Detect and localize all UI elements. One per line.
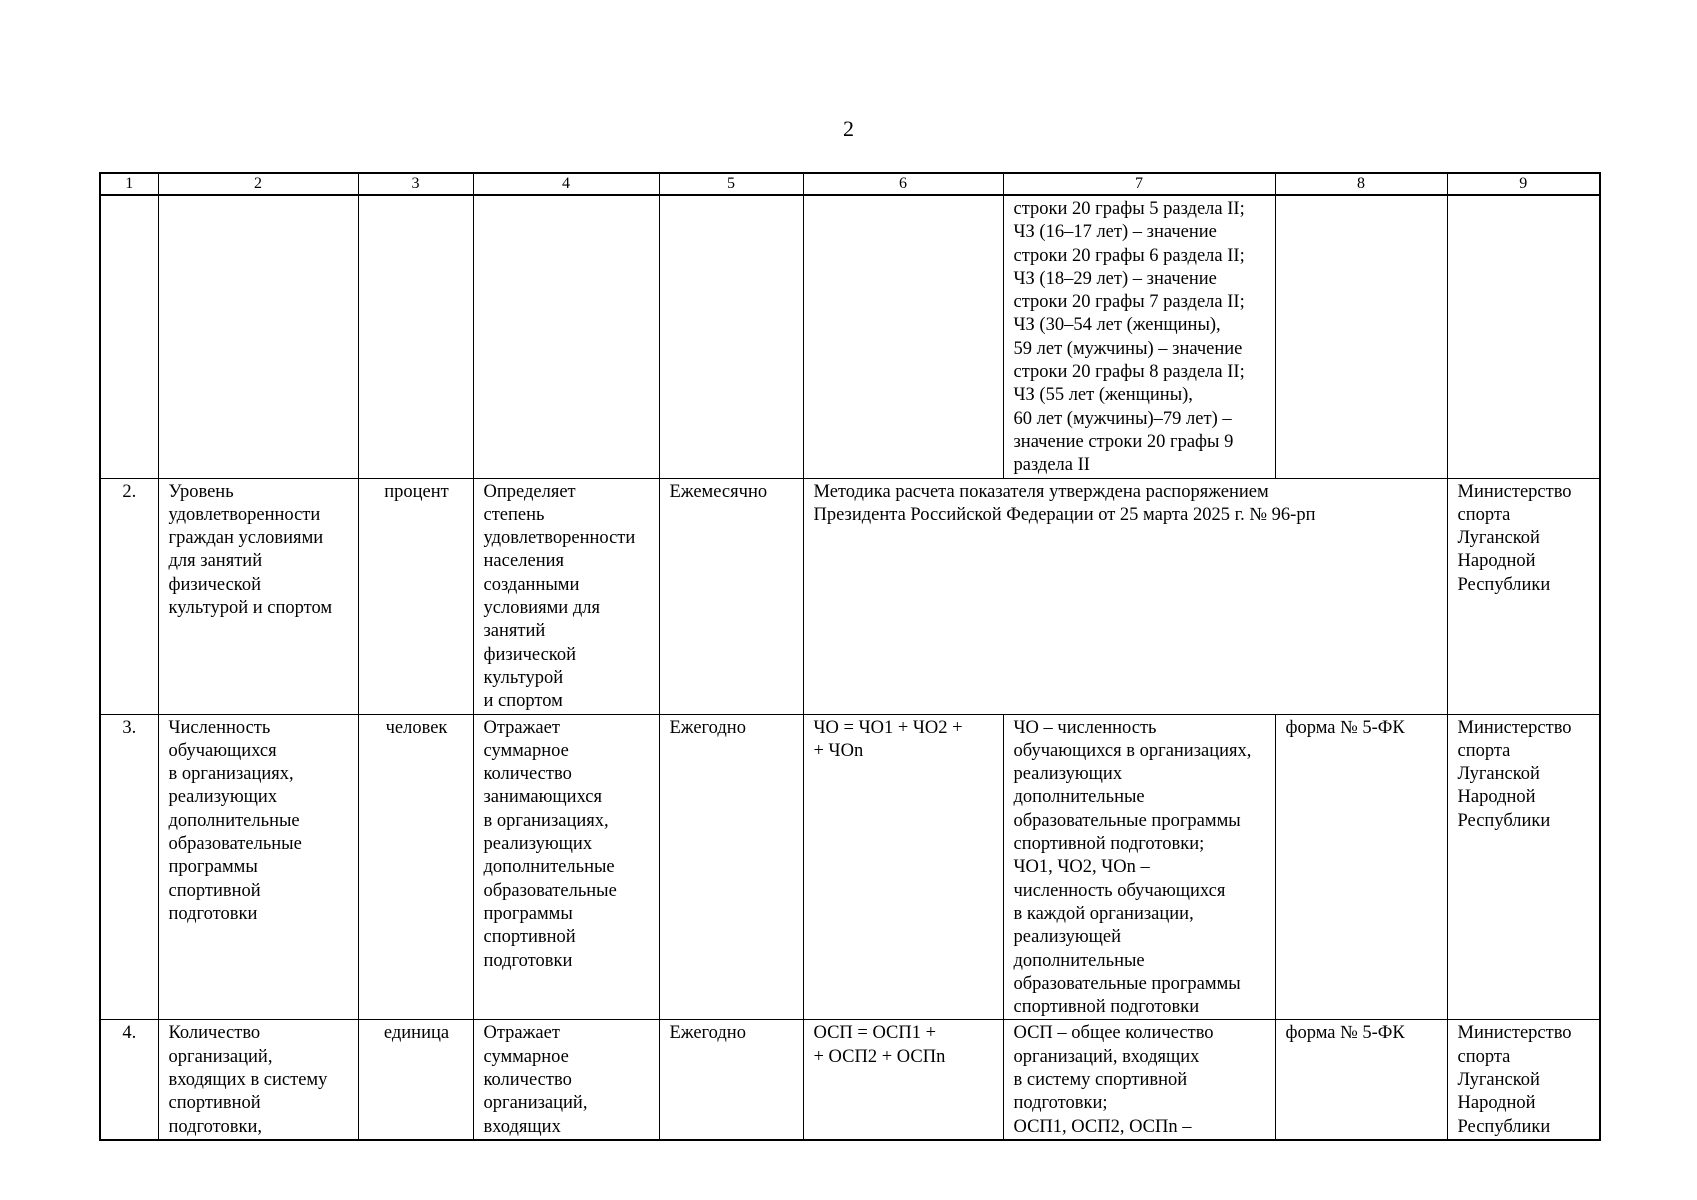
text-line: Республики [1457,1116,1551,1137]
text-line: спортивной подготовки [1013,997,1200,1018]
table-row [100,1020,1600,1140]
text-line: ЧО1, ЧО2, ЧОn – [1013,857,1150,878]
text-line: значение строки 20 графы 9 [1013,431,1234,452]
text-line: + ОСП2 + ОСПn [813,1046,946,1067]
text-line: суммарное [483,740,569,761]
cell-variables [1003,195,1275,478]
cell-formula [803,714,1003,1020]
text-line: входящих [483,1116,561,1137]
text-line: строки 20 графы 6 раздела II; [1013,245,1245,266]
text-line: физической [483,644,576,665]
cell-name [158,195,358,478]
cell-responsible [1447,714,1600,1020]
text-line: дополнительные [168,810,300,831]
cell-frequency [659,195,803,478]
column-number-row [100,173,1600,195]
text-line: дополнительные [1013,950,1145,971]
text-line: Народной [1457,1093,1536,1114]
text-line: спорта [1457,504,1511,525]
cell-variables [1003,714,1275,1020]
cell-unit [358,195,473,478]
text-line: дополнительные [1013,787,1145,808]
column-number: 8 [1275,173,1447,195]
table-row [100,478,1600,714]
cell-formula [803,195,1003,478]
text-line: количество [483,764,572,785]
text-line: созданными [483,574,580,595]
text-line: образовательные [168,834,302,855]
cell-definition [473,195,659,478]
text-line: реализующих [168,787,278,808]
text-line: подготовки, [168,1116,263,1137]
text-line: ОСП1, ОСП2, ОСПn – [1013,1116,1192,1137]
cell-unit: процент [358,478,473,714]
text-line: Отражает [483,1023,560,1044]
text-line: реализующей [1013,927,1122,948]
cell-definition [473,714,659,1020]
text-line: спорта [1457,1046,1511,1067]
cell-responsible [1447,195,1600,478]
text-line: Численность [168,717,271,738]
cell-frequency: Ежегодно [659,1020,803,1140]
text-line: Министерство [1457,717,1572,738]
text-line: подготовки; [1013,1093,1108,1114]
text-line: Народной [1457,551,1536,572]
cell-variables [1003,1020,1275,1140]
text-line: реализующих [483,834,593,855]
text-line: спортивной подготовки; [1013,834,1205,855]
cell-num: 4. [100,1020,158,1140]
text-line: условиями для [483,598,600,619]
text-line: в организациях, [483,810,609,831]
cell-source: форма № 5-ФК [1275,1020,1447,1140]
text-line: подготовки [483,950,573,971]
column-number: 2 [158,173,358,195]
text-line: ОСП – общее количество [1013,1023,1214,1044]
text-line: удовлетворенности [168,504,321,525]
text-line: количество [483,1069,572,1090]
text-line: программы [168,857,258,878]
text-line: Республики [1457,574,1551,595]
text-line: Народной [1457,787,1536,808]
column-number: 9 [1447,173,1600,195]
text-line: Луганской [1457,764,1540,785]
cell-name [158,714,358,1020]
text-line: обучающихся в организациях, [1013,740,1252,761]
text-line: занятий [483,621,546,642]
text-line: в каждой организации, [1013,903,1194,924]
text-line: граждан условиями [168,528,324,549]
table-row [100,714,1600,1020]
cell-unit: человек [358,714,473,1020]
cell-responsible [1447,478,1600,714]
text-line: Республики [1457,810,1551,831]
text-line: Уровень [168,481,234,502]
cell-name [158,1020,358,1140]
cell-unit: единица [358,1020,473,1140]
text-line: спортивной [483,927,576,948]
text-line: суммарное [483,1046,569,1067]
text-line: образовательные [483,880,617,901]
text-line: организаций, входящих [1013,1046,1200,1067]
table-row [100,195,1600,478]
text-line: + ЧОn [813,740,864,761]
cell-frequency: Ежемесячно [659,478,803,714]
text-line: Определяет [483,481,576,502]
text-line: населения [483,551,565,572]
text-line: в систему спортивной [1013,1069,1188,1090]
text-line: Министерство [1457,481,1572,502]
text-line: раздела II [1013,455,1090,476]
text-line: удовлетворенности [483,528,636,549]
text-line: физической [168,574,261,595]
text-line: образовательные программы [1013,973,1241,994]
text-line: спортивной [168,1093,261,1114]
column-number: 4 [473,173,659,195]
cell-num [100,195,158,478]
cell-num: 2. [100,478,158,714]
cell-method-merged [803,478,1447,714]
column-number: 3 [358,173,473,195]
cell-source [1275,195,1447,478]
text-line: ОСП = ОСП1 + [813,1023,937,1044]
cell-definition [473,1020,659,1140]
indicators-table [99,172,1601,1141]
text-line: степень [483,504,545,525]
text-line: Министерство [1457,1023,1572,1044]
text-line: спортивной [168,880,261,901]
text-line: программы [483,903,573,924]
text-line: Луганской [1457,1069,1540,1090]
cell-definition [473,478,659,714]
column-number: 7 [1003,173,1275,195]
cell-source: форма № 5-ФК [1275,714,1447,1020]
page-number: 2 [843,116,854,141]
text-line: ЧЗ (18–29 лет) – значение [1013,268,1217,289]
text-line: Луганской [1457,528,1540,549]
text-line: и спортом [483,691,563,712]
cell-num: 3. [100,714,158,1020]
text-line: подготовки [168,903,258,924]
text-line: организаций, [168,1046,273,1067]
text-line: реализующих [1013,764,1123,785]
text-line: культурой и спортом [168,598,333,619]
text-line: образовательные программы [1013,810,1241,831]
text-line: ЧО – численность [1013,717,1157,738]
text-line: 60 лет (мужчины)–79 лет) – [1013,408,1232,429]
text-line: Количество [168,1023,261,1044]
text-line: строки 20 графы 7 раздела II; [1013,292,1245,313]
text-line: в организациях, [168,764,294,785]
text-line: спорта [1457,740,1511,761]
text-line: ЧЗ (16–17 лет) – значение [1013,222,1217,243]
text-line: для занятий [168,551,263,572]
text-line: культурой [483,667,564,688]
column-number: 5 [659,173,803,195]
text-line: организаций, [483,1093,588,1114]
text-line: численность обучающихся [1013,880,1226,901]
text-line: Президента Российской Федерации от 25 марта 2025 г. № 96-рп [813,504,1316,525]
column-number: 6 [803,173,1003,195]
text-line: строки 20 графы 5 раздела II; [1013,199,1245,219]
text-line: ЧЗ (30–54 лет (женщины), [1013,315,1221,336]
cell-name [158,478,358,714]
text-line: Отражает [483,717,560,738]
text-line: дополнительные [483,857,615,878]
text-line: занимающихся [483,787,603,808]
text-line: входящих в систему [168,1069,328,1090]
column-number: 1 [100,173,158,195]
cell-responsible [1447,1020,1600,1140]
text-line: обучающихся [168,740,277,761]
text-line: ЧО = ЧО1 + ЧО2 + [813,717,963,738]
text-line: 59 лет (мужчины) – значение [1013,338,1243,359]
cell-formula [803,1020,1003,1140]
cell-frequency: Ежегодно [659,714,803,1020]
text-line: строки 20 графы 8 раздела II; [1013,362,1245,383]
text-line: ЧЗ (55 лет (женщины), [1013,385,1193,406]
text-line: Методика расчета показателя утверждена распоряжением [813,481,1269,502]
